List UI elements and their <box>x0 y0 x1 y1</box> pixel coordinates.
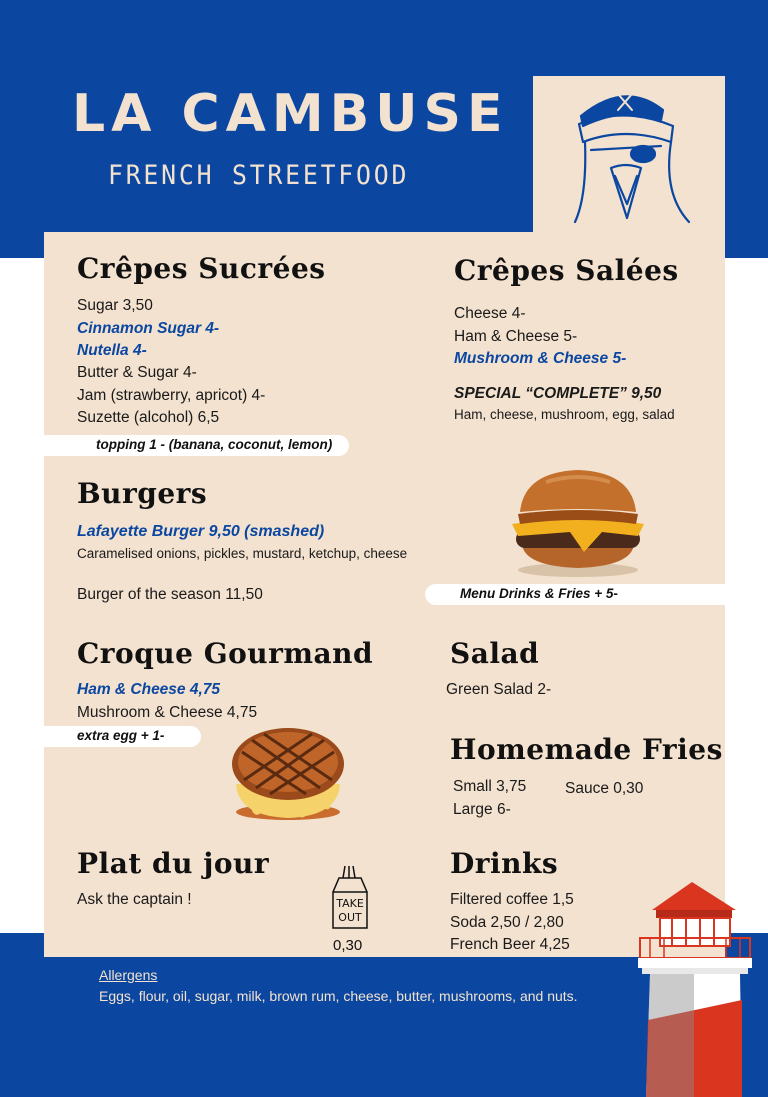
section-title-crepes-salees: Crêpes Salées <box>454 254 679 287</box>
menu-item: Green Salad 2- <box>446 681 552 698</box>
takeout-box-icon <box>329 862 371 930</box>
section-title-salad: Salad <box>450 637 540 670</box>
section-title-crepes-sucrees: Crêpes Sucrées <box>77 252 326 285</box>
menu-item-highlight: Lafayette Burger 9,50 (smashed) <box>77 523 325 540</box>
brand-title: LA CAMBUSE <box>72 84 509 144</box>
menu-item-highlight: Cinnamon Sugar 4- <box>77 320 220 337</box>
extra-egg-note: extra egg + 1- <box>44 726 201 747</box>
brand-subtitle: FRENCH STREETFOOD <box>108 160 410 191</box>
menu-item: Large 6- <box>453 801 511 818</box>
plat-du-jour-text: Ask the captain ! <box>77 891 192 908</box>
section-title-croque: Croque Gourmand <box>77 637 374 670</box>
burger-description: Caramelised onions, pickles, mustard, ketchup, cheese <box>77 546 408 561</box>
menu-item-highlight: Mushroom & Cheese 5- <box>454 350 627 367</box>
menu-item: Suzette (alcohol) 6,5 <box>77 409 220 426</box>
menu-item: Burger of the season 11,50 <box>77 586 263 603</box>
seagull-captain-logo <box>533 76 725 236</box>
logo-panel <box>533 76 725 236</box>
croque-image <box>228 726 348 822</box>
takeout-label-line1: TAKE <box>336 897 364 910</box>
special-description: Ham, cheese, mushroom, egg, salad <box>454 407 675 422</box>
allergens-text: Eggs, flour, oil, sugar, milk, brown rum, cheese, butter, mushrooms, and nuts. <box>99 988 578 1004</box>
menu-item: French Beer 4,25 <box>450 936 570 953</box>
menu-item: Filtered coffee 1,5 <box>450 891 574 908</box>
section-title-fries: Homemade Fries <box>450 733 723 766</box>
special-complete: SPECIAL “COMPLETE” 9,50 <box>454 385 662 402</box>
takeout-price: 0,30 <box>333 937 363 954</box>
menu-item: Soda 2,50 / 2,80 <box>450 914 564 931</box>
menu-item: Sugar 3,50 <box>77 297 153 314</box>
menu-item-highlight: Nutella 4- <box>77 342 147 359</box>
section-title-burgers: Burgers <box>77 477 208 510</box>
allergens-title: Allergens <box>99 967 158 983</box>
menu-item-highlight: Ham & Cheese 4,75 <box>77 681 221 698</box>
menu-item: Cheese 4- <box>454 305 526 322</box>
menu-item: Small 3,75 <box>453 778 527 795</box>
lighthouse-illustration <box>636 880 754 1097</box>
burger-image <box>506 466 650 578</box>
menu-item: Sauce 0,30 <box>565 780 644 797</box>
menu-item: Jam (strawberry, apricot) 4- <box>77 387 266 404</box>
takeout-label-line2: OUT <box>338 911 362 924</box>
menu-deal-note: Menu Drinks & Fries + 5- <box>425 584 725 605</box>
menu-item: Ham & Cheese 5- <box>454 328 578 345</box>
section-title-drinks: Drinks <box>450 847 559 880</box>
menu-item: Mushroom & Cheese 4,75 <box>77 704 258 721</box>
menu-item: Butter & Sugar 4- <box>77 364 197 381</box>
section-title-plat-du-jour: Plat du jour <box>77 847 270 880</box>
topping-note: topping 1 - (banana, coconut, lemon) <box>44 435 349 456</box>
